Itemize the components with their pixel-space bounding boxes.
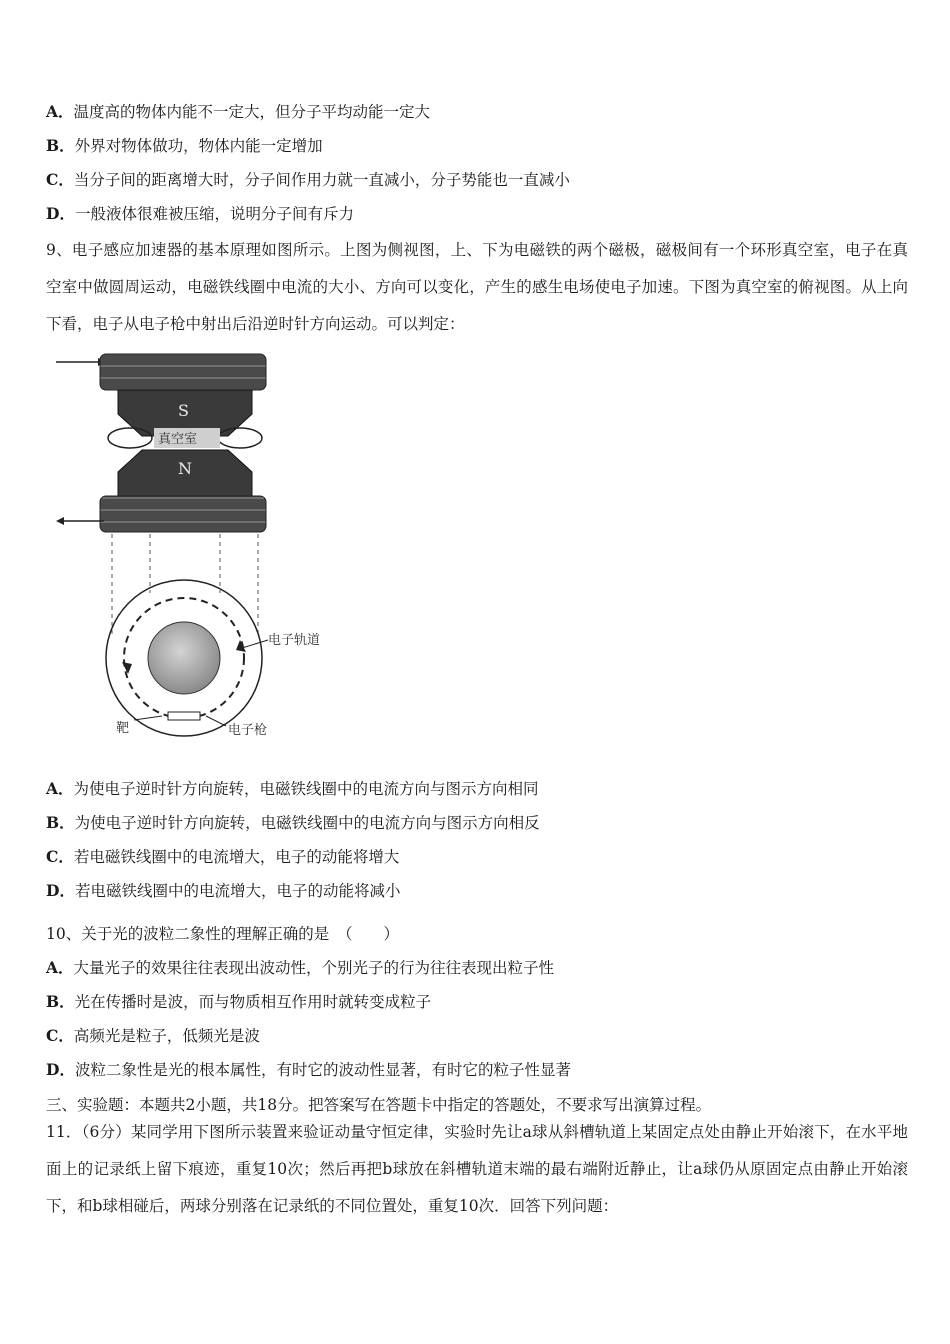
q11-stem: 11．（6分）某同学用下图所示装置来验证动量守恒定律，实验时先让a球从斜槽轨道上某固定点处由静止开始滚下，在水平地面上的记录纸上留下痕迹，重复10次；然后再把b球放在斜槽轨道末端的最右端附近静止，让a球仍从原固定点由静止开始滚下，和b球相碰后，两球分别落在记录纸的不同位置处，重复10次．回答下列问题： bbox=[46, 1123, 908, 1215]
top-coil bbox=[100, 354, 266, 390]
gun-label: 电子枪 bbox=[228, 723, 268, 738]
q8-option-a: A．温度高的物体内能不一定大，但分子平均动能一定大 bbox=[46, 102, 431, 121]
q9-option-b: B．为使电子逆时针方向旋转，电磁铁线圈中的电流方向与图示方向相反 bbox=[46, 813, 540, 832]
q10-option-a: A．大量光子的效果往往表现出波动性，个别光子的行为往往表现出粒子性 bbox=[46, 958, 555, 977]
q9-option-a: A．为使电子逆时针方向旋转，电磁铁线圈中的电流方向与图示方向相同 bbox=[46, 779, 539, 798]
section-3-header: 三、实验题：本题共2小题，共18分。把答案写在答题卡中指定的答题处，不要求写出演算过程。 bbox=[46, 1096, 712, 1114]
q8-option-d: D．一般液体很难被压缩，说明分子间有斥力 bbox=[46, 204, 354, 223]
q9-option-d: D．若电磁铁线圈中的电流增大，电子的动能将减小 bbox=[46, 881, 401, 900]
q10-stem: 10、关于光的波粒二象性的理解正确的是 （ ） bbox=[46, 925, 399, 943]
bottom-coil bbox=[100, 496, 266, 532]
q10-option-b: B．光在传播时是波，而与物质相互作用时就转变成粒子 bbox=[46, 992, 432, 1011]
target-label: 靶 bbox=[116, 721, 130, 736]
q9-stem: 9、电子感应加速器的基本原理如图所示。上图为侧视图，上、下为电磁铁的两个磁极，磁极间有一个环形真空室，电子在真空室中做圆周运动，电磁铁线圈中电流的大小、方向可以变化，产生的感生电场使电子加速。下图为真空室的俯视图。从上向下看，电子从电子枪中射出后沿逆时针方向运动。可以判定： bbox=[46, 241, 908, 333]
vacuum-ring-right bbox=[218, 428, 262, 448]
betatron-figure bbox=[56, 348, 356, 748]
q10-option-c: C．高频光是粒子，低频光是波 bbox=[46, 1026, 260, 1045]
vacuum-chamber-label: 真空室 bbox=[158, 432, 198, 447]
magnet-core bbox=[148, 622, 220, 694]
electron-gun bbox=[168, 712, 200, 720]
orbit-label: 电子轨道 bbox=[268, 633, 321, 648]
q9-option-c: C．若电磁铁线圈中的电流增大，电子的动能将增大 bbox=[46, 847, 400, 866]
n-pole-label: N bbox=[178, 459, 192, 478]
orbit-arrow-icon bbox=[236, 640, 246, 652]
vacuum-ring-left bbox=[108, 428, 152, 448]
s-pole-label: S bbox=[178, 401, 189, 420]
arrow-head-icon bbox=[56, 517, 64, 525]
orbit-arrow-icon bbox=[122, 662, 132, 674]
q8-option-c: C．当分子间的距离增大时，分子间作用力就一直减小，分子势能也一直减小 bbox=[46, 170, 570, 189]
q8-option-b: B．外界对物体做功，物体内能一定增加 bbox=[46, 136, 323, 155]
q10-option-d: D．波粒二象性是光的根本属性，有时它的波动性显著，有时它的粒子性显著 bbox=[46, 1060, 571, 1079]
